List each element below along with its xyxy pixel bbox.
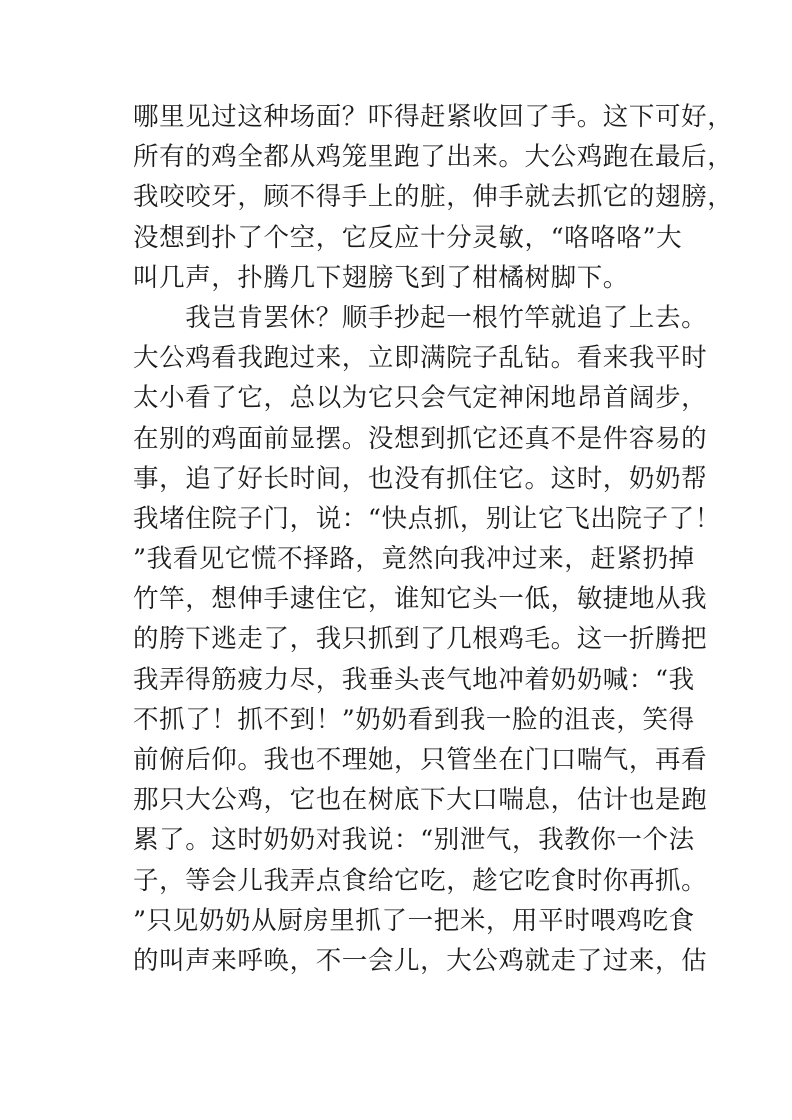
text-line: 不抓了！抓不到！”奶奶看到我一脸的沮丧，笑得 <box>133 704 695 735</box>
text-line: 我堵住院子门，说：“快点抓，别让它飞出院子了！ <box>133 503 721 534</box>
text-line: 前俯后仰。我也不理她，只管坐在门口喘气，再看 <box>133 745 708 775</box>
text-line: 我咬咬牙，顾不得手上的脏，伸手就去抓它的翅膀， <box>133 182 734 213</box>
text-line: 那只大公鸡，它也在树底下大口喘息，估计也是跑 <box>133 785 708 816</box>
text-line: 所有的鸡全都从鸡笼里跑了出来。大公鸡跑在最后， <box>133 142 734 173</box>
text-line: 我弄得筋疲力尽，我垂头丧气地冲着奶奶喊：“我 <box>133 664 695 695</box>
text-line: 事，追了好长时间，也没有抓住它。这时，奶奶帮 <box>133 463 708 494</box>
text-line: 哪里见过这种场面？吓得赶紧收回了手。这下可好， <box>133 102 734 132</box>
text-line: 累了。这时奶奶对我说：“别泄气，我教你一个法 <box>133 825 695 856</box>
text-line: 子，等会儿我弄点食给它吃，趁它吃食时你再抓。 <box>133 865 708 896</box>
text-line: ”只见奶奶从厨房里抓了一把米，用平时喂鸡吃食 <box>133 905 695 936</box>
text-line: 在别的鸡面前显摆。没想到抓它还真不是件容易的 <box>133 423 708 454</box>
text-line: 我岂肯罢休？顺手抄起一根竹竿就追了上去。 <box>133 302 708 333</box>
text-line: 大公鸡看我跑过来，立即满院子乱钻。看来我平时 <box>133 343 708 374</box>
text-line: 的叫声来呼唤，不一会儿，大公鸡就走了过来，估 <box>133 945 708 976</box>
text-line: 的胯下逃走了，我只抓到了几根鸡毛。这一折腾把 <box>133 624 708 655</box>
text-line: ”我看见它慌不择路，竟然向我冲过来，赶紧扔掉 <box>133 544 695 575</box>
text-line: 竹竿，想伸手逮住它，谁知它头一低，敏捷地从我 <box>133 584 708 615</box>
body-text <box>133 97 734 981</box>
text-line: 太小看了它，总以为它只会气定神闲地昂首阔步， <box>133 383 708 414</box>
text-line: 没想到扑了个空，它反应十分灵敏，“咯咯咯”大 <box>133 222 683 253</box>
text-line: 叫几声，扑腾几下翅膀飞到了柑橘树脚下。 <box>133 262 629 293</box>
